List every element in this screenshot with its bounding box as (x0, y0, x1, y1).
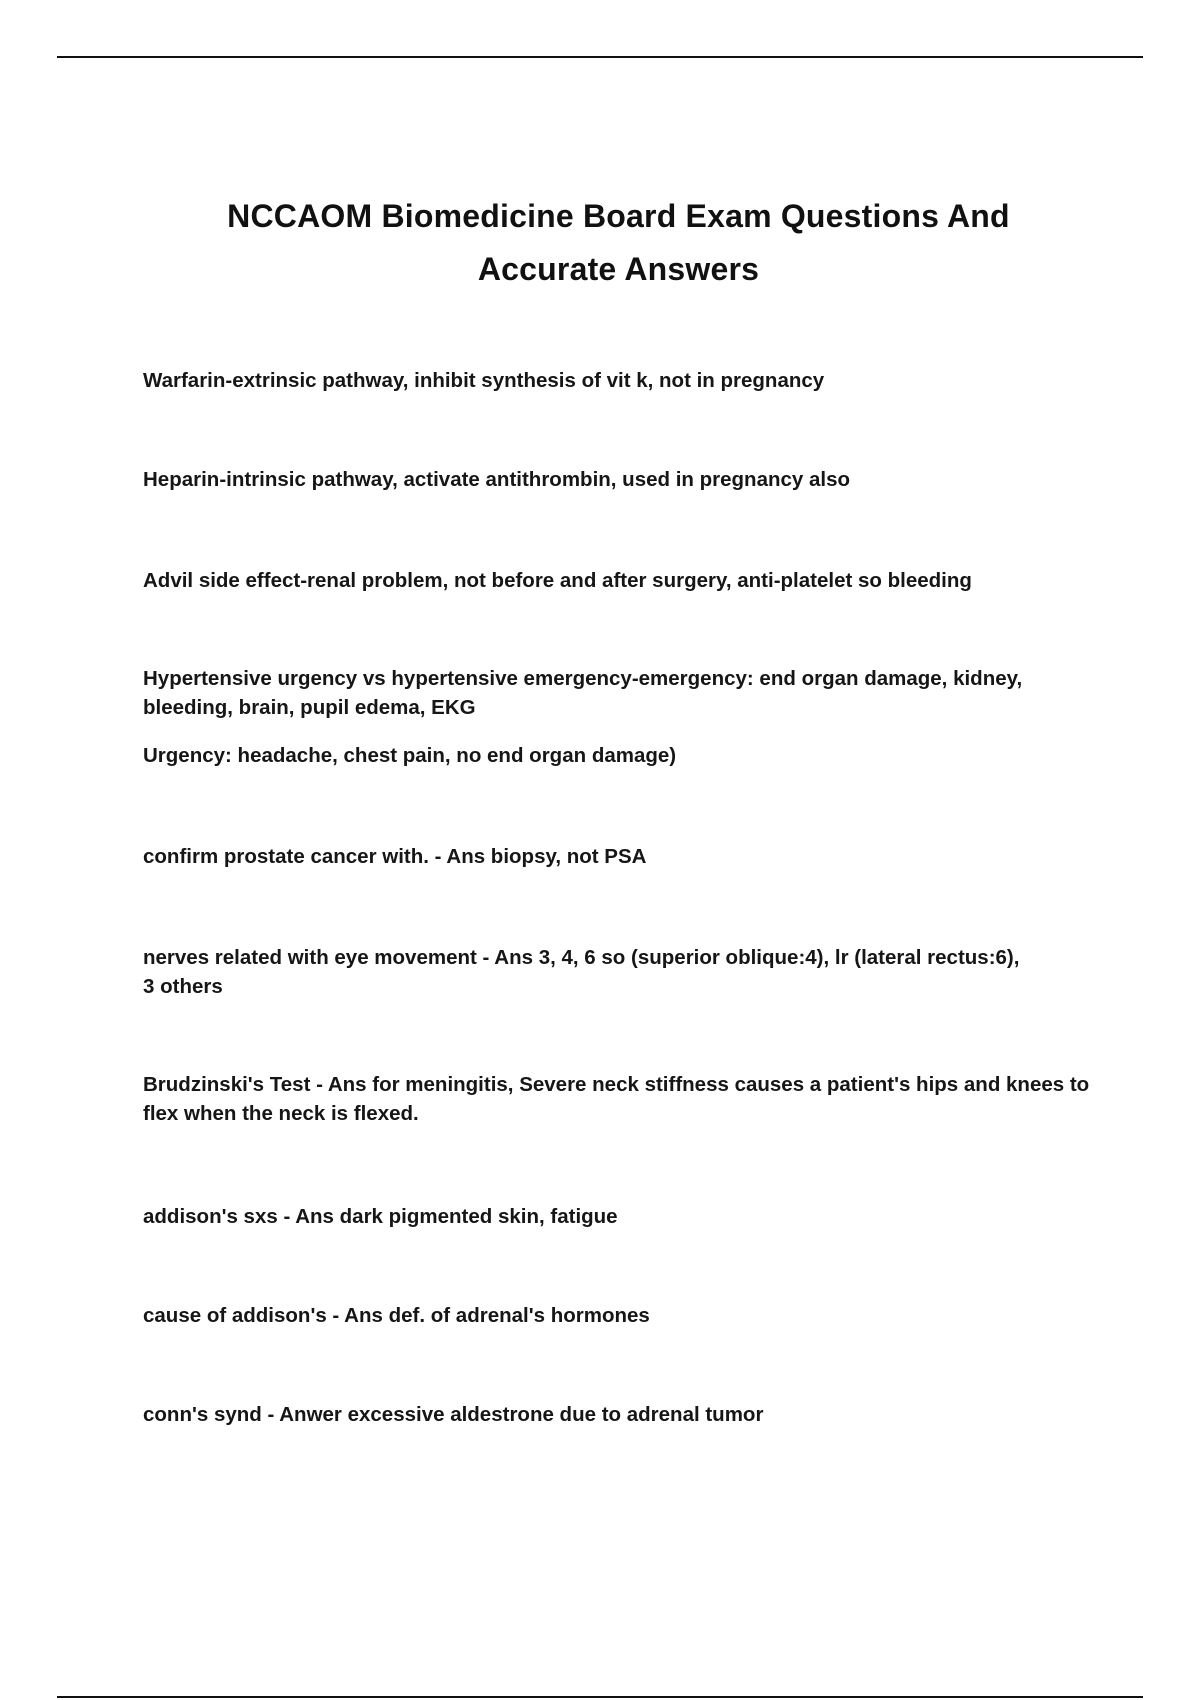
qa-item-advil: Advil side effect-renal problem, not before and after surgery, anti-platelet so bleeding (143, 569, 972, 592)
qa-item-brudzinski: Brudzinski's Test - Ans for meningitis, Severe neck stiffness causes a patient's hips and knees to flex when the neck is flexed. (143, 1073, 1090, 1125)
qa-item-heparin: Heparin-intrinsic pathway, activate antithrombin, used in pregnancy also (143, 468, 851, 491)
qa-item-addison-cause: cause of addison's - Ans def. of adrenal's hormones (143, 1304, 650, 1327)
qa-item-hypertensive (143, 664, 1053, 770)
top-rule (57, 56, 1143, 58)
qa-item-prostate: confirm prostate cancer with. - Ans biopsy, not PSA (143, 845, 647, 868)
qa-item-conn: conn's synd - Anwer excessive aldestrone due to adrenal tumor (143, 1403, 764, 1426)
title-line-2: Accurate Answers (477, 251, 760, 287)
qa-item-eye-nerves: nerves related with eye movement - Ans 3, 4, 6 so (superior oblique:4), lr (lateral rectus:6), 3 others (143, 946, 1020, 998)
document-title (100, 190, 1137, 296)
qa-item-hypertensive-text: Hypertensive urgency vs hypertensive emergency-emergency: end organ damage, kidney, bleeding, brain, pupil edema, EKG (143, 667, 1023, 719)
title-line-1: NCCAOM Biomedicine Board Exam Questions And (227, 198, 1010, 234)
bottom-rule (57, 1696, 1143, 1698)
qa-item-hypertensive-urgency: Urgency: headache, chest pain, no end organ damage) (143, 744, 677, 767)
qa-item-warfarin: Warfarin-extrinsic pathway, inhibit synthesis of vit k, not in pregnancy (143, 369, 825, 392)
qa-item-addison-sxs: addison's sxs - Ans dark pigmented skin, fatigue (143, 1205, 618, 1228)
